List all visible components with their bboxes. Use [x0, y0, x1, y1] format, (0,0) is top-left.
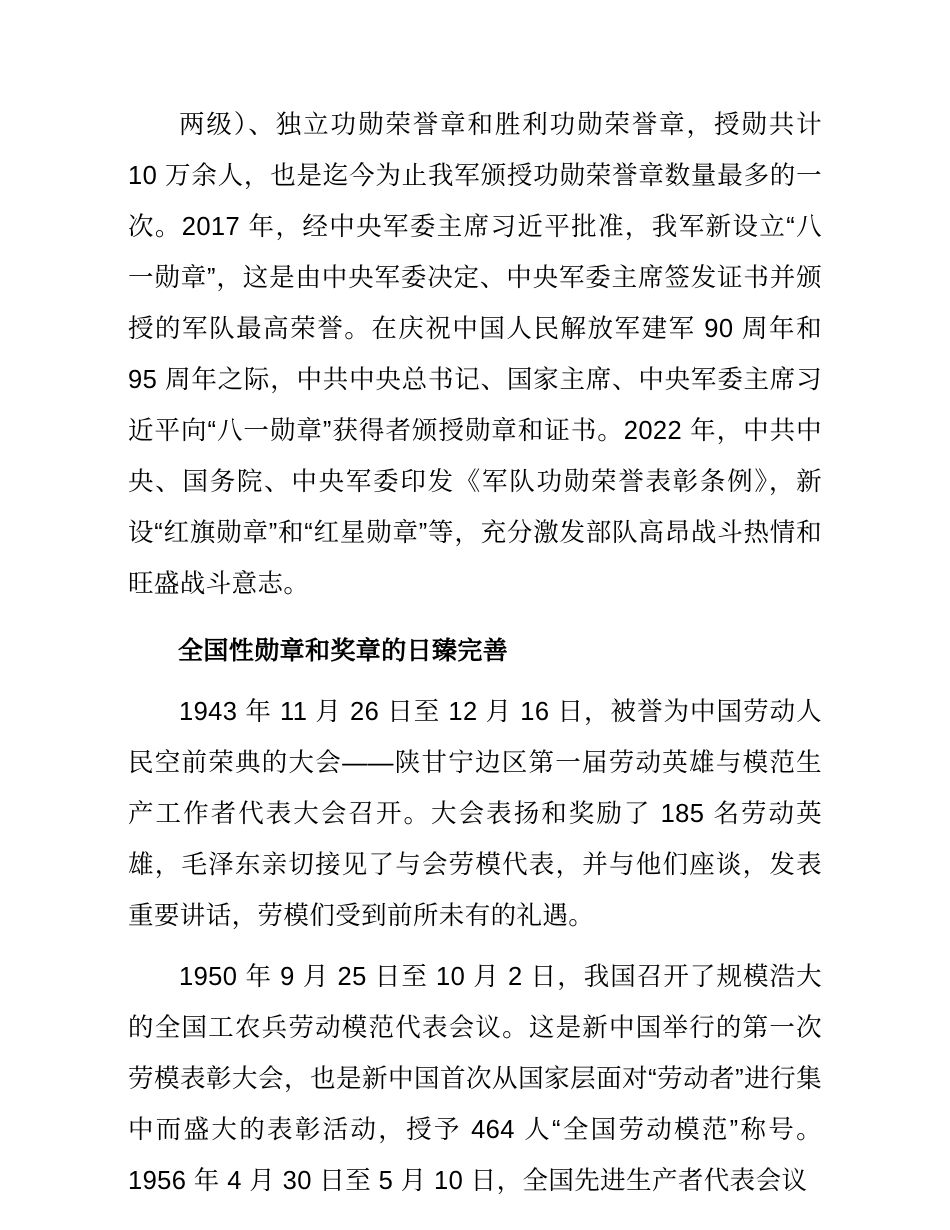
paragraph-2: 1943 年 11 月 26 日至 12 月 16 日，被誉为中国劳动人民空前荣典的大会——陕甘宁边区第一届劳动英雄与模范生产工作者代表大会召开。大会表扬和奖励了 185 名劳动英雄，毛泽东亲切接见了与会劳模代表，并与他们座谈，发表重要讲话，劳模们受到前所未有的礼遇。: [128, 698, 822, 930]
section-subheading: 全国性勋章和奖章的日臻完善: [178, 637, 509, 665]
subheading-spacer: [128, 677, 822, 687]
paragraph-spacer: [128, 610, 822, 620]
paragraph-spacer-2: [128, 942, 822, 952]
document-body: [128, 100, 822, 1207]
paragraph-3: 1950 年 9 月 25 日至 10 月 2 日，我国召开了规模浩大的全国工农兵劳动模范代表会议。这是新中国举行的第一次劳模表彰大会，也是新中国首次从国家层面对“劳动者”进行集中而盛大的表彰活动，授予 464 人“全国劳动模范”称号。1956 年 4 月 30 日至 5 月 10 日，全国先进生产者代表会议: [128, 963, 822, 1195]
paragraph-1: 两级）、独立功勋荣誉章和胜利功勋荣誉章，授勋共计 10 万余人，也是迄今为止我军颁授功勋荣誉章数量最多的一次。2017 年，经中央军委主席习近平批准，我军新设立“八一勋章”，这是由中央军委决定、中央军委主席签发证书并颁授的军队最高荣誉。在庆祝中国人民解放军建军 90 周年和 95 周年之际，中共中央总书记、国家主席、中央军委主席习近平向“八一勋章”获得者颁授勋章和证书。2022 年，中共中央、国务院、中央军委印发《军队功勋荣誉表彰条例》，新设“红旗勋章”和“红星勋章”等，充分激发部队高昂战斗热情和旺盛战斗意志。: [128, 111, 822, 598]
